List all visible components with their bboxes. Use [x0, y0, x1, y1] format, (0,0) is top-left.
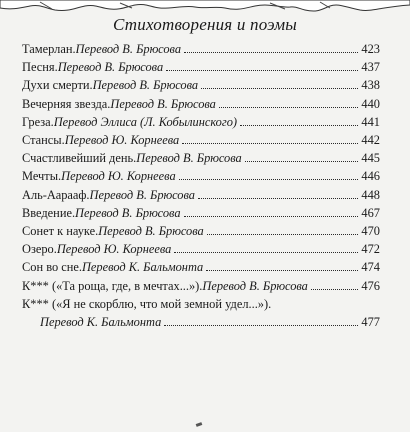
entry-translator: Перевод Ю. Корнеева [56, 242, 172, 257]
toc-entry [22, 76, 380, 94]
entry-translator: Перевод В. Брюсова [89, 187, 195, 202]
entry-page-number: 474 [361, 260, 380, 275]
entry-page-number: 472 [361, 242, 380, 257]
entry-title: Введение. [22, 205, 76, 220]
toc-entry [22, 113, 380, 131]
table-of-contents [22, 40, 380, 331]
entry-translator: Перевод К. Бальмонта [81, 260, 204, 275]
dot-leader [166, 70, 358, 71]
entry-page-number: 440 [361, 96, 380, 111]
dot-leader [206, 270, 358, 271]
entry-translator: Перевод В. Брюсова [98, 224, 204, 239]
toc-entry [22, 131, 380, 149]
entry-title: Вечерняя звезда. [22, 96, 111, 111]
entry-title: Озеро. [22, 242, 57, 257]
dot-leader [219, 107, 359, 108]
entry-title: Тамерлан. [22, 42, 76, 56]
dot-leader [201, 88, 358, 89]
dot-leader [184, 216, 359, 217]
entry-translator: Перевод В. Брюсова [92, 78, 199, 93]
toc-entry [22, 277, 380, 295]
dot-leader [240, 125, 358, 126]
entry-page-number: 441 [361, 114, 380, 129]
entry-title: К*** («Я не скорблю, что мой земной удел...»). [22, 296, 272, 311]
toc-entry [22, 167, 380, 185]
section-title: Стихотворения и поэмы [113, 15, 297, 34]
dot-leader [245, 161, 359, 162]
entry-title: Греза. [22, 114, 54, 129]
entry-translator: Перевод К. Бальмонта [40, 315, 162, 330]
entry-translator: Перевод Ю. Корнеева [61, 169, 176, 184]
toc-entry [22, 186, 380, 204]
entry-translator: Перевод Ю. Корнеева [64, 133, 180, 148]
entry-title: Сонет к науке. [22, 224, 99, 239]
entry-title: Песня. [22, 60, 58, 75]
entry-title: Аль-Аарааф. [22, 187, 90, 202]
entry-title: Стансы. [22, 133, 65, 148]
entry-title: Сон во сне. [22, 260, 82, 275]
entry-title: Счастливейший день. [22, 151, 137, 166]
toc-entry [22, 240, 380, 258]
toc-entry-title-line [22, 295, 380, 313]
entry-page-number: 437 [361, 60, 380, 75]
entry-title: Духи смерти. [22, 78, 93, 93]
dot-leader [179, 179, 359, 180]
toc-entry [22, 40, 380, 58]
toc-entry [22, 204, 380, 222]
entry-page-number: 477 [361, 315, 380, 330]
entry-page-number: 442 [361, 133, 380, 148]
toc-entry [22, 313, 380, 331]
dot-leader [311, 289, 359, 290]
dot-leader [164, 325, 358, 326]
page-speck [196, 422, 203, 427]
entry-page-number: 448 [361, 187, 380, 202]
dot-leader [184, 52, 358, 53]
dot-leader [182, 143, 358, 144]
toc-entry [22, 222, 380, 240]
entry-translator: Перевод В. Брюсова [202, 278, 308, 293]
entry-translator: Перевод В. Брюсова [110, 96, 216, 111]
entry-translator: Перевод В. Брюсова [57, 60, 164, 75]
toc-entry [22, 58, 380, 76]
entry-translator: Перевод В. Брюсова [75, 42, 182, 56]
entry-page-number: 467 [361, 205, 380, 220]
entry-translator: Перевод В. Брюсова [75, 205, 181, 220]
entry-title: К*** («Та роща, где, в мечтах...»). [22, 278, 203, 293]
toc-entry [22, 258, 380, 276]
entry-page-number: 438 [361, 78, 380, 93]
entry-title: Мечты. [22, 169, 62, 184]
dot-leader [174, 252, 358, 253]
entry-page-number: 470 [361, 224, 380, 239]
dot-leader [207, 234, 359, 235]
entry-page-number: 446 [361, 169, 380, 184]
entry-page-number: 445 [361, 151, 380, 166]
toc-entry [22, 95, 380, 113]
entry-translator: Перевод Эллиса (Л. Кобылинского) [53, 114, 238, 129]
toc-entry [22, 149, 380, 167]
top-border-ornament [0, 0, 410, 14]
entry-page-number: 423 [361, 42, 380, 56]
dot-leader [198, 198, 358, 199]
entry-page-number: 476 [361, 278, 380, 293]
entry-translator: Перевод В. Брюсова [136, 151, 242, 166]
